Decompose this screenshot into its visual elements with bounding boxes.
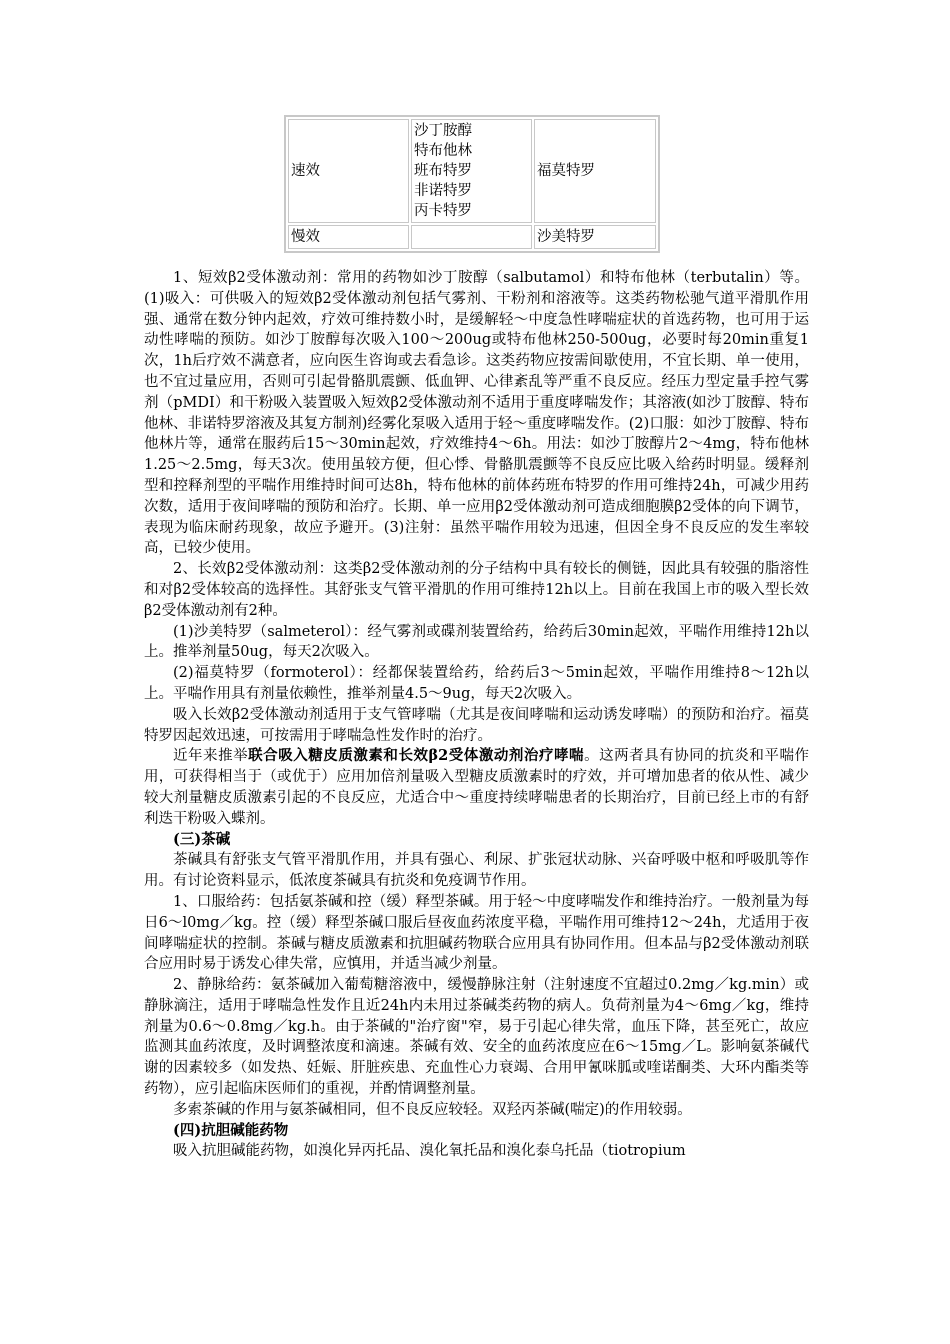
paragraph: 茶碱具有舒张支气管平滑肌作用，并具有强心、利尿、扩张冠状动脉、兴奋呼吸中枢和呼吸肌等作用。有讨论资料显示，低浓度茶碱具有抗炎和免疫调节作用。: [144, 852, 809, 890]
bold-phrase: 联合吸入糖皮质激素和长效β2受体激动剂治疗哮喘: [248, 747, 585, 765]
drug-name: 沙丁胺醇: [414, 123, 472, 139]
paragraph: 2、长效β2受体激动剂：这类β2受体激动剂的分子结构中具有较长的侧链，因此具有较强的脂溶性和对β2受体较高的选择性。其舒张支气管平滑肌的作用可维持12h以上。目前在我国上市的吸入型长效β2受体激动剂有2种。: [144, 561, 809, 619]
table-row: [288, 119, 656, 223]
table-cell-onset: 速效: [288, 119, 409, 223]
table-cell-drug: 沙美特罗: [534, 225, 656, 249]
article-body: [144, 268, 809, 1162]
section-heading: (四)抗胆碱能药物: [173, 1121, 289, 1139]
text-run: 近年来推举: [173, 748, 249, 765]
paragraph: (2)福莫特罗（formoterol）：经都保装置给药，给药后3～5min起效，平喘作用维持8～12h以上。平喘作用具有剂量依赖性，推举剂量4.5～9ug，每天2次吸入。: [144, 665, 809, 702]
drug-name: 非诺特罗: [414, 183, 472, 199]
drug-name: 丙卡特罗: [414, 203, 472, 219]
section-heading: (三)茶碱: [173, 830, 231, 848]
drug-name: 特布他林: [414, 143, 472, 159]
paragraph: (1)沙美特罗（salmeterol）：经气雾剂或碟剂装置给药，给药后30min起效，平喘作用维持12h以上。推举剂量50ug，每天2次吸入。: [144, 623, 809, 661]
text-run: 。这两者具有协同的抗炎和平喘作用，可获得相当于（或优于）应用加倍剂量吸入型糖皮质激素时的疗效，并可增加患者的依从性、减少较大剂量糖皮质激素引起的不良反应，尤适合中～重度持续哮喘患者的长期治疗，目前已经上市的有舒利迭干粉吸入蝶剂。: [144, 748, 809, 827]
drug-name: 班布特罗: [414, 163, 472, 179]
paragraph: 1、口服给药：包括氨茶碱和控（缓）释型茶碱。用于轻～中度哮喘发作和维持治疗。一般剂量为每日6～l0mg／kg。控（缓）释型茶碱口服后昼夜血药浓度平稳，平喘作用可维持12～24h，尤适用于夜间哮喘症状的控制。茶碱与糖皮质激素和抗胆碱药物联合应用具有协同作用。但本品与β2受体激动剂联合应用时易于诱发心律失常，应慎用，并适当减少剂量。: [144, 893, 809, 973]
paragraph: 吸入抗胆碱能药物，如溴化异丙托品、溴化氧托品和溴化泰乌托品（tiotropium: [173, 1143, 686, 1160]
drug-classification-table: [284, 115, 660, 253]
table-cell-empty: [411, 225, 532, 249]
table-cell-onset: 慢效: [288, 225, 409, 249]
paragraph: [144, 746, 809, 829]
paragraph: 1、短效β2受体激动剂：常用的药物如沙丁胺醇（salbutamol）和特布他林（terbutalin）等。(1)吸入：可供吸入的短效β2受体激动剂包括气雾剂、干粉剂和溶液等。这类药物松驰气道平滑肌作用强、通常在数分钟内起效，疗效可维持数小时，是缓解轻～中度急性哮喘症状的首选药物，也可用于运动性哮喘的预防。如沙丁胺醇每次吸入100～200ug或特布他林250-500ug，必要时每20min重复1次，1h后疗效不满意者，应向医生咨询或去看急诊。这类药物应按需间歇使用，不宜长期、单一使用，也不宜过量应用，否则可引起骨骼肌震颤、低血钾、心律紊乱等严重不良反应。经压力型定量手控气雾剂（pMDI）和干粉吸入装置吸入短效β2受体激动剂不适用于重度哮喘发作；其溶液(如沙丁胺醇、特布他林、非诺特罗溶液及其复方制剂)经雾化泵吸入适用于轻～重度哮喘发作。(2)口服：如沙丁胺醇、特布他林片等，通常在服药后15～30min起效，疗效维持4～6h。用法：如沙丁胺醇片2～4mg，特布他林1.25～2.5mg，每天3次。使用虽较方便，但心悸、骨骼肌震颤等不良反应比吸入给药时明显。缓释剂型和控释剂型的平喘作用维持时间可达8h，特布他林的前体药班布特罗的作用可维持24h，可减少用药次数，适用于夜间哮喘的预防和治疗。长期、单一应用β2受体激动剂可造成细胞膜β2受体的向下调节，表现为临床耐药现象，故应予避开。(3)注射：虽然平喘作用较为迅速，但因全身不良反应的发生率较高，已较少使用。: [144, 270, 809, 557]
table-row: [288, 225, 656, 249]
paragraph: 吸入长效β2受体激动剂适用于支气管哮喘（尤其是夜间哮喘和运动诱发哮喘）的预防和治疗。福莫特罗因起效迅速，可按需用于哮喘急性发作时的治疗。: [144, 706, 809, 744]
paragraph: 多索茶碱的作用与氨茶碱相同，但不良反应较轻。双羟丙茶碱(喘定)的作用较弱。: [173, 1101, 692, 1118]
paragraph: 2、静脉给药：氨茶碱加入葡萄糖溶液中，缓慢静脉注射（注射速度不宜超过0.2mg／kg.min）或静脉滴注，适用于哮喘急性发作且近24h内未用过茶碱类药物的病人。负荷剂量为4～6mg／kg，维持剂量为0.6～0.8mg／kg.h。由于茶碱的"治疗窗"窄，易于引起心律失常，血压下降，甚至死亡，故应监测其血药浓度，及时调整浓度和滴速。茶碱有效、安全的血药浓度应在6～15mg／L。影响氨茶碱代谢的因素较多（如发热、妊娠、肝脏疾患、充血性心力衰竭、合用甲氰咪胍或喹诺酮类、大环内酯类等药物），应引起临床医师们的重视，并酌情调整剂量。: [144, 977, 809, 1098]
table-cell-drug: 福莫特罗: [534, 119, 656, 223]
table-cell-drug-list: [411, 119, 532, 223]
